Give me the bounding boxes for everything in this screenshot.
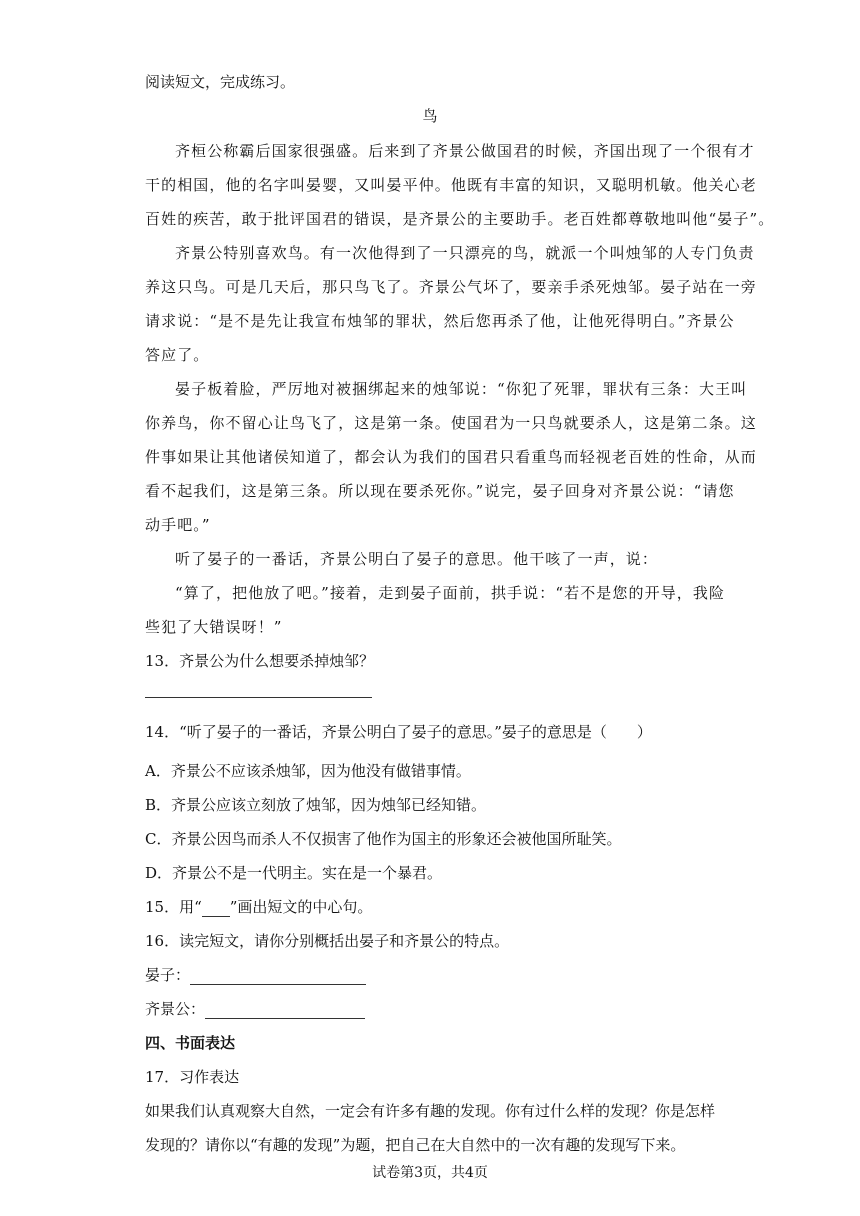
story-title: 鸟 <box>422 107 438 125</box>
story-line: 养这只鸟。可是几天后，那只鸟飞了。齐景公气坏了，要亲手杀死烛邹。晏子站在一旁 <box>145 278 757 296</box>
yanzi-answer-row <box>145 965 366 985</box>
story-line: 你养鸟，你不留心让鸟飞了，这是第一条。使国君为一只鸟就要杀人，这是第二条。这 <box>145 414 757 432</box>
story-line: “算了，把他放了吧。”接着，走到晏子面前，拱手说：“若不是您的开导，我险 <box>175 584 726 602</box>
story-line: 看不起我们，这是第三条。所以现在要杀死你。”说完，晏子回身对齐景公说：“请您 <box>145 482 735 500</box>
question-15-prefix: 15．用“ <box>145 898 202 916</box>
question-14: 14．“听了晏子的一番话，齐景公明白了晏子的意思。”晏子的意思是（ ） <box>145 723 652 741</box>
story-line: 件事如果让其他诸侯知道了，都会认为我们的国君只看重鸟而轻视老百姓的性命，从而 <box>145 448 757 466</box>
writing-prompt-line: 发现的？请你以“有趣的发现”为题，把自己在大自然中的一次有趣的发现写下来。 <box>145 1136 686 1154</box>
story-line: 齐景公特别喜欢鸟。有一次他得到了一只漂亮的鸟，就派一个叫烛邹的人专门负责 <box>175 244 755 262</box>
question-13: 13．齐景公为什么想要杀掉烛邹？ <box>145 652 375 670</box>
jinggong-answer-blank[interactable] <box>205 1002 365 1019</box>
question-15-suffix: ”画出短文的中心句。 <box>229 898 373 916</box>
page-footer: 试卷第3页，共4页 <box>372 1165 488 1181</box>
story-line: 晏子板着脸，严厉地对被捆绑起来的烛邹说：“你犯了死罪，罪状有三条：大王叫 <box>175 380 748 398</box>
option-b[interactable]: B．齐景公应该立刻放了烛邹，因为烛邹已经知错。 <box>145 796 487 814</box>
jinggong-answer-row <box>145 999 365 1019</box>
section-heading: 四、书面表达 <box>145 1034 236 1052</box>
jinggong-label: 齐景公： <box>145 1000 206 1018</box>
story-line: 答应了。 <box>145 346 210 364</box>
option-c[interactable]: C．齐景公因鸟而杀人不仅损害了他作为国主的形象还会被他国所耻笑。 <box>145 830 622 848</box>
answer-blank-13[interactable] <box>145 697 372 698</box>
story-line: 干的相国，他的名字叫晏婴，又叫晏平仲。他既有丰富的知识，又聪明机敏。他关心老 <box>145 176 757 194</box>
option-d[interactable]: D．齐景公不是一代明主。实在是一个暴君。 <box>145 864 443 882</box>
question-15 <box>145 897 372 917</box>
story-line: 听了晏子的一番话，齐景公明白了晏子的意思。他干咳了一声，说： <box>175 550 659 568</box>
story-line: 动手吧。” <box>145 516 211 534</box>
yanzi-label: 晏子： <box>145 966 191 984</box>
writing-prompt-line: 如果我们认真观察大自然，一定会有许多有趣的发现。你有过什么样的发现？你是怎样 <box>145 1102 716 1120</box>
story-line: 些犯了大错误呀！” <box>145 618 283 636</box>
option-a[interactable]: A．齐景公不应该杀烛邹，因为他没有做错事情。 <box>145 762 471 780</box>
reading-instruction: 阅读短文，完成练习。 <box>145 73 296 91</box>
question-16: 16．读完短文，请你分别概括出晏子和齐景公的特点。 <box>145 932 510 950</box>
question-17: 17．习作表达 <box>145 1068 240 1086</box>
yanzi-answer-blank[interactable] <box>190 968 366 985</box>
story-line: 请求说：“是不是先让我宣布烛邹的罪状，然后您再杀了他，让他死得明白。”齐景公 <box>145 312 735 330</box>
story-line: 齐桓公称霸后国家很强盛。后来到了齐景公做国君的时候，齐国出现了一个很有才 <box>175 142 755 160</box>
underline-sample <box>202 900 230 917</box>
story-line: 百姓的疾苦，敢于批评国君的错误，是齐景公的主要助手。老百姓都尊敬地叫他“晏子”。 <box>145 210 775 228</box>
